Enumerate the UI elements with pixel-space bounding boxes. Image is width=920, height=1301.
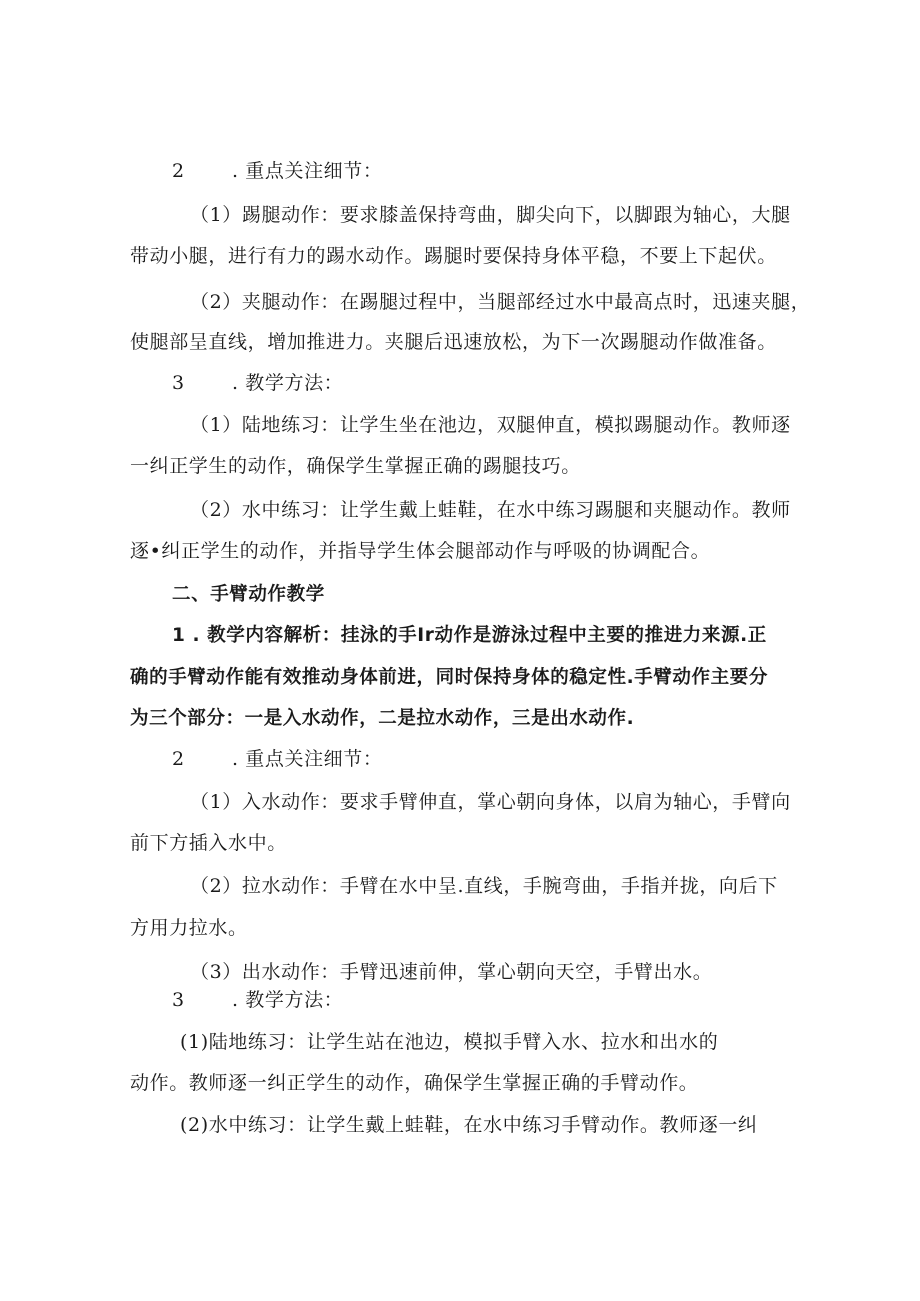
paragraph-entry-line-1: （1）入水动作：要求手臂伸直，掌心朝向身体，以肩为轴心，手臂向 <box>190 791 791 813</box>
list-number: 3 <box>172 989 185 1011</box>
paragraph-content-analysis-line-2: 确的手臂动作能有效推动身体前进，同时保持身体的稳定性.手臂动作主要分 <box>130 667 768 688</box>
paragraph-land-practice-line-1: （1）陆地练习：让学生坐在池边，双腿伸直，模拟踢腿动作。教师逐 <box>190 414 791 436</box>
paragraph-arm-land-practice-line-1: (1)陆地练习：让学生站在池边，模拟手臂入水、拉水和出水的 <box>180 1031 719 1053</box>
list-item-text: . 重点关注细节： <box>232 160 383 182</box>
paragraph-arm-land-practice-line-2: 动作。教师逐一纠正学生的动作，确保学生掌握正确的手臂动作。 <box>130 1072 699 1094</box>
list-item-3-heading <box>172 370 343 396</box>
paragraph-land-practice-line-2: 一纠正学生的动作，确保学生掌握正确的踢腿技巧。 <box>130 455 581 477</box>
paragraph-entry-line-2: 前下方插入水中。 <box>130 832 287 854</box>
list-number: 2 <box>172 748 185 770</box>
list-item-text: . 教学方法： <box>232 989 344 1011</box>
list-number: 3 <box>172 372 185 394</box>
list-item-3-heading <box>172 987 343 1013</box>
paragraph-pull-line-2: 方用力拉水。 <box>130 917 248 939</box>
list-number: 2 <box>172 160 185 182</box>
section-heading: 二、手臂动作教学 <box>172 584 325 605</box>
list-item-text: . 教学方法： <box>232 372 344 394</box>
paragraph-exit-line-1: （3）出水动作：手臂迅速前伸，掌心朝向天空，手臂出水。 <box>190 961 713 983</box>
paragraph-water-practice-line-2: 逐•纠正学生的动作，并指导学生体会腿部动作与呼吸的协调配合。 <box>130 540 711 562</box>
list-item-text: . 重点关注细节： <box>232 748 383 770</box>
paragraph-kick-line-2: 带动小腿，进行有力的踢水动作。踢腿时要保持身体平稳，不要上下起伏。 <box>130 245 777 267</box>
paragraph-water-practice-line-1: （2）水中练习：让学生戴上蛙鞋，在水中练习踢腿和夹腿动作。教师 <box>190 499 791 521</box>
paragraph-kick-line-1: （1）踢腿动作：要求膝盖保持弯曲，脚尖向下，以脚跟为轴心，大腿 <box>190 204 791 226</box>
paragraph-squeeze-line-1: （2）夹腿动作：在踢腿过程中，当腿部经过水中最高点时，迅速夹腿， <box>190 291 811 313</box>
list-item-2-heading <box>172 746 382 772</box>
paragraph-pull-line-1: （2）拉水动作：手臂在水中呈.直线，手腕弯曲，手指并拢，向后下 <box>190 875 778 897</box>
paragraph-arm-water-practice-line-1: (2)水中练习：让学生戴上蛙鞋，在水中练习手臂动作。教师逐一纠 <box>180 1114 758 1136</box>
paragraph-squeeze-line-2: 使腿部呈直线，增加推进力。夹腿后迅速放松，为下一次踢腿动作做准备。 <box>130 331 777 353</box>
list-item-2-heading <box>172 158 382 184</box>
paragraph-content-analysis-line-3: 为三个部分：一是入水动作，二是拉水动作，三是出水动作. <box>130 708 635 729</box>
paragraph-content-analysis-line-1: 1 . 教学内容解析：挂泳的手Ir动作是游泳过程中主要的推进力来源.正 <box>172 625 767 646</box>
